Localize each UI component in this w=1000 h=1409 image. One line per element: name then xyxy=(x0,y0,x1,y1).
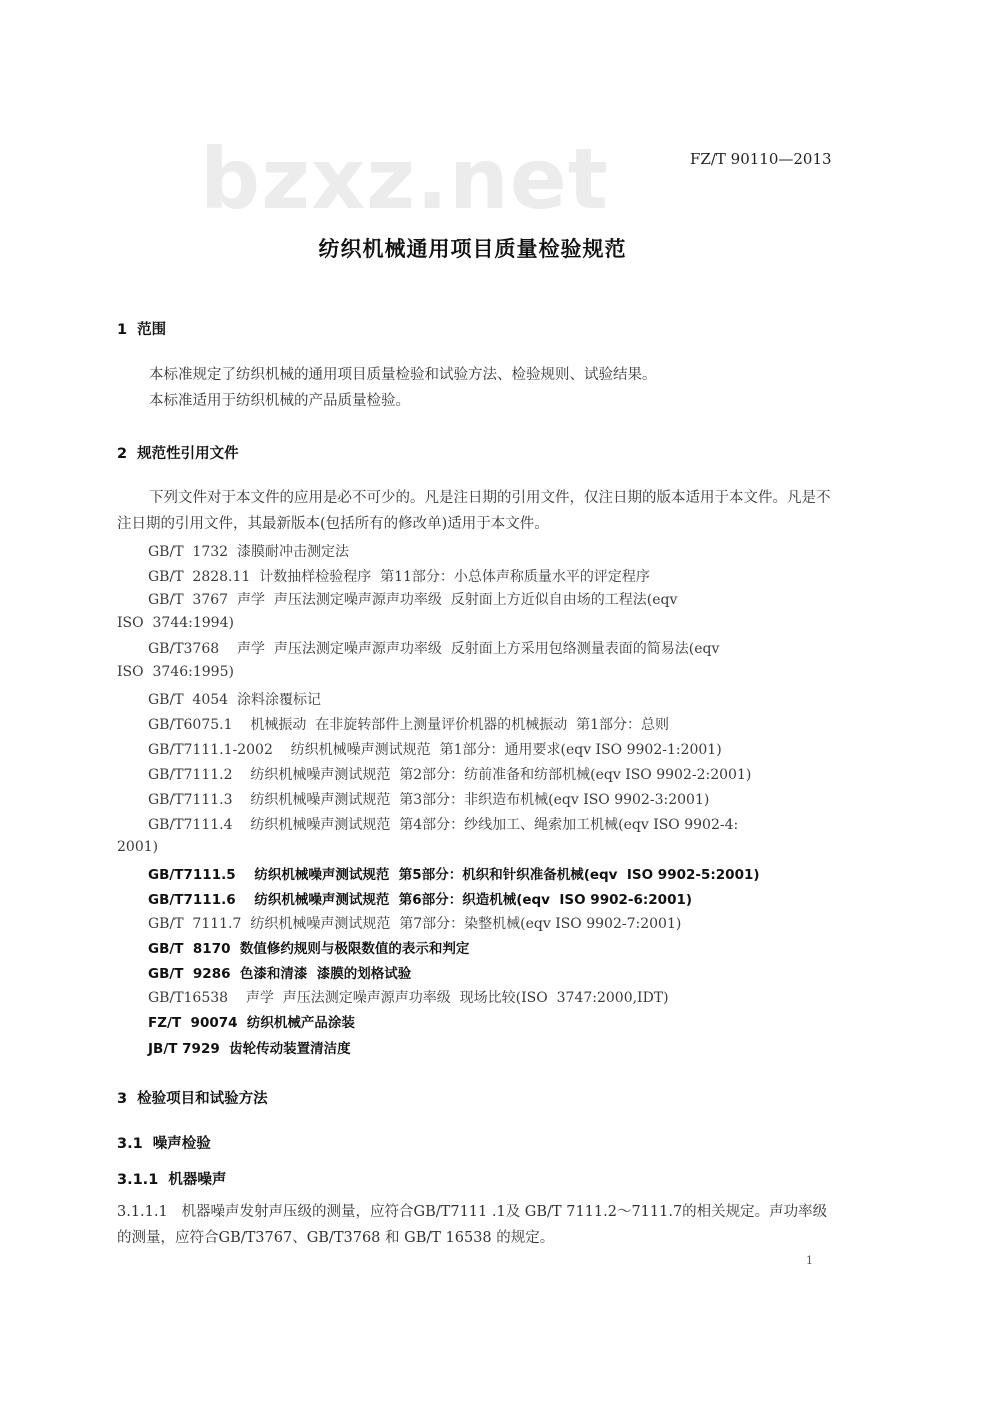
section-1-heading: 1 范围 xyxy=(117,322,167,338)
reference-item: GB/T16538 声学 声压法测定噪声源声功率级 现场比较(ISO 3747:2000,IDT) xyxy=(148,990,669,1006)
reference-item: FZ/T 90074 纺织机械产品涂装 xyxy=(148,1015,355,1031)
section-2-heading: 2 规范性引用文件 xyxy=(117,446,239,462)
reference-item-continuation: ISO 3744:1994) xyxy=(117,615,234,631)
reference-item: GB/T7111.6 纺织机械噪声测试规范 第6部分：织造机械(eqv ISO 9902-6:2001) xyxy=(148,892,693,908)
section-3-1-heading: 3.1 噪声检验 xyxy=(117,1136,211,1152)
clause-number: 3.1.1.1 xyxy=(117,1204,168,1220)
reference-item: GB/T 2828.11 计数抽样检验程序 第11部分：小总体声称质量水平的评定程序 xyxy=(148,569,650,585)
clause-3-1-1-1 xyxy=(117,1199,837,1251)
reference-item-continuation: ISO 3746:1995) xyxy=(117,664,234,680)
standard-number: FZ/T 90110—2013 xyxy=(690,150,832,168)
document-title: 纺织机械通用项目质量检验规范 xyxy=(318,237,627,261)
section-3-heading: 3 检验项目和试验方法 xyxy=(117,1091,268,1107)
reference-item: GB/T 7111.7 纺织机械噪声测试规范 第7部分：染整机械(eqv ISO 9902-7:2001) xyxy=(148,916,682,932)
section-1-paragraph-1: 本标准规定了纺织机械的通用项目质量检验和试验方法、检验规则、试验结果。 xyxy=(149,367,657,383)
reference-item: GB/T 4054 涂料涂覆标记 xyxy=(148,692,321,708)
reference-item: GB/T 9286 色漆和清漆 漆膜的划格试验 xyxy=(148,966,412,982)
reference-item: GB/T7111.2 纺织机械噪声测试规范 第2部分：纺前准备和纺部机械(eqv ISO 9902-2:2001) xyxy=(148,767,752,783)
reference-item: GB/T6075.1 机械振动 在非旋转部件上测量评价机器的机械振动 第1部分：总则 xyxy=(148,717,670,733)
reference-item: GB/T7111.4 纺织机械噪声测试规范 第4部分：纱线加工、绳索加工机械(eqv ISO 9902-4: xyxy=(148,817,739,833)
clause-text: 机器噪声发射声压级的测量，应符合GB/T7111 .1及 GB/T 7111.2～7111.7的相关规定。声功率级的测量，应符合GB/T3767、GB/T3768 和 GB/T 16538 的规定。 xyxy=(117,1204,828,1246)
reference-item: GB/T 3767 声学 声压法测定噪声源声功率级 反射面上方近似自由场的工程法(eqv xyxy=(148,592,678,608)
reference-item-continuation: 2001) xyxy=(117,839,159,855)
section-3-1-1-heading: 3.1.1 机器噪声 xyxy=(117,1172,227,1188)
watermark: bzxz.net xyxy=(200,130,609,228)
reference-item: GB/T7111.5 纺织机械噪声测试规范 第5部分：机织和针织准备机械(eqv ISO 9902-5:2001) xyxy=(148,867,760,883)
reference-item: GB/T 1732 漆膜耐冲击测定法 xyxy=(148,544,349,560)
reference-item: GB/T 8170 数值修约规则与极限数值的表示和判定 xyxy=(148,941,470,957)
section-2-intro: 下列文件对于本文件的应用是必不可少的。凡是注日期的引用文件，仅注日期的版本适用于本文件。凡是不注日期的引用文件，其最新版本(包括所有的修改单)适用于本文件。 xyxy=(117,490,831,532)
reference-item: GB/T7111.3 纺织机械噪声测试规范 第3部分：非织造布机械(eqv ISO 9902-3:2001) xyxy=(148,792,710,808)
reference-item: JB/T 7929 齿轮传动装置清洁度 xyxy=(148,1041,351,1057)
section-1-paragraph-2: 本标准适用于纺织机械的产品质量检验。 xyxy=(149,393,410,409)
page-number: 1 xyxy=(806,1254,813,1267)
reference-item: GB/T3768 声学 声压法测定噪声源声功率级 反射面上方采用包络测量表面的简易法(eqv xyxy=(148,641,720,657)
reference-item: GB/T7111.1-2002 纺织机械噪声测试规范 第1部分：通用要求(eqv ISO 9902-1:2001) xyxy=(148,742,722,758)
